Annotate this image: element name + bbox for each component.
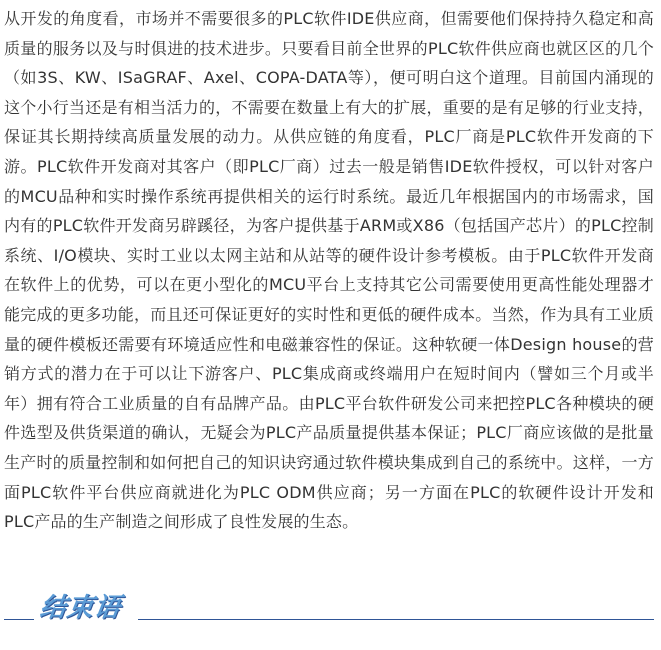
heading-title: 结束语 (37, 593, 124, 623)
section-heading (0, 590, 661, 630)
heading-rule-right (138, 619, 654, 620)
article-body (4, 4, 654, 537)
heading-rule-left (4, 619, 34, 620)
article-paragraph: 从开发的角度看，市场并不需要很多的PLC软件IDE供应商，但需要他们保持持久稳定和高质量的服务以及与时俱进的技术进步。只要看目前全世界的PLC软件供应商也就区区的几个（如3S、KW、ISaGRAF、Axel、COPA-DATA等），便可明白这个道理。目前国内涌现的这个小行当还是有相当活力的，不需要在数量上有大的扩展，重要的是有足够的行业支持，保证其长期持续高质量发展的动力。从供应链的角度看，PLC厂商是PLC软件开发商的下游。PLC软件开发商对其客户（即PLC厂商）过去一般是销售IDE软件授权，可以针对客户的MCU品种和实时操作系统再提供相关的运行时系统。最近几年根据国内的市场需求，国内有的PLC软件开发商另辟蹊径，为客户提供基于ARM或X86（包括国产芯片）的PLC控制系统、I/O模块、实时工业以太网主站和从站等的硬件设计参考模板。由于PLC软件开发商在软件上的优势，可以在更小型化的MCU平台上支持其它公司需要使用更高性能处理器才能完成的更多功能，而且还可保证更好的实时性和更低的硬件成本。当然，作为具有工业质量的硬件模板还需要有环境适应性和电磁兼容性的保证。这种软硬一体Design house的营销方式的潜力在于可以让下游客户、PLC集成商或终端用户在短时间内（譬如三个月或半年）拥有符合工业质量的自有品牌产品。由PLC平台软件研发公司来把控PLC各种模块的硬件选型及供货渠道的确认，无疑会为PLC产品质量提供基本保证；PLC厂商应该做的是批量生产时的质量控制和如何把自己的知识诀窍通过软件模块集成到自己的系统中。这样，一方面PLC软件平台供应商就进化为PLC ODM供应商；另一方面在PLC的软硬件设计开发和PLC产品的生产制造之间形成了良性发展的生态。 (4, 9, 654, 532)
